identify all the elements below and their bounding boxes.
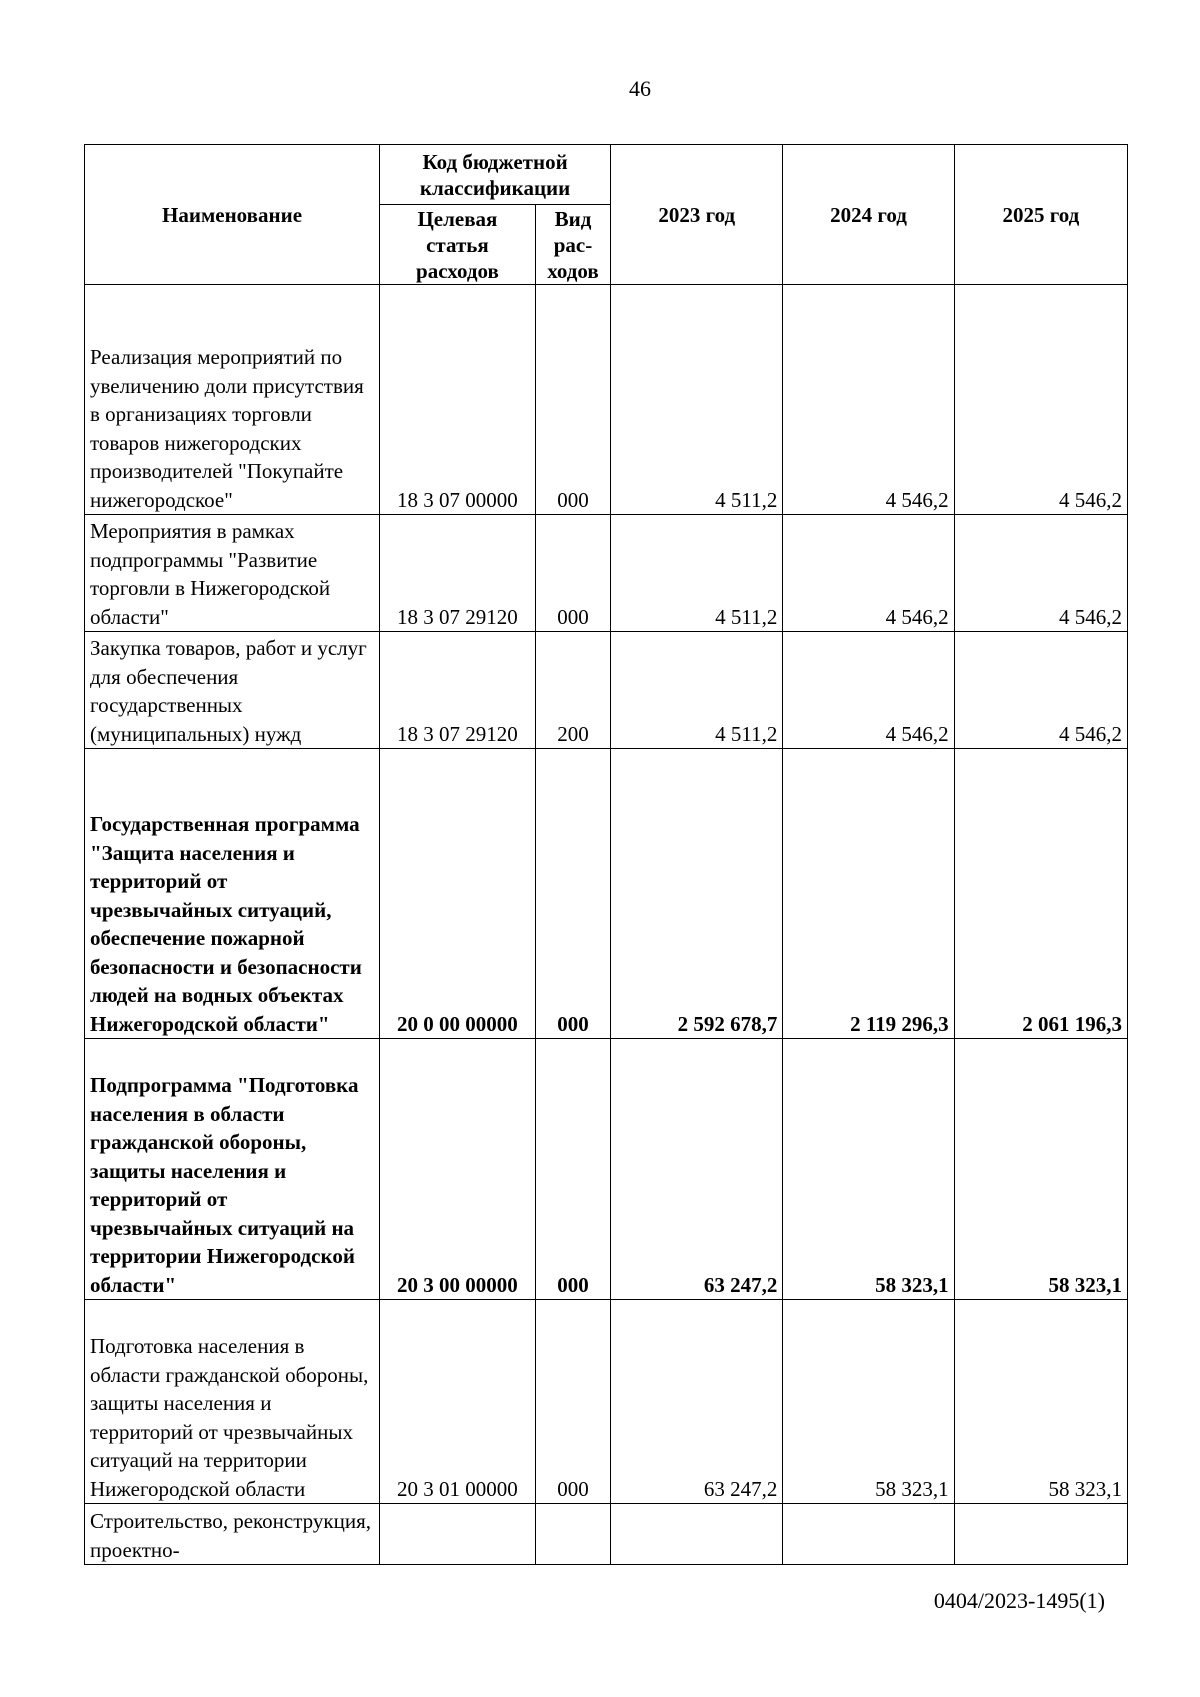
row-value-2025: 4 546,2 <box>954 285 1127 515</box>
row-value-2024: 58 323,1 <box>783 1300 954 1504</box>
row-value-2023: 4 511,2 <box>611 515 783 632</box>
row-target-code: 18 3 07 29120 <box>380 515 536 632</box>
row-name: Государственная программа "Защита населения и территорий от чрезвычайных ситуаций, обеспечение пожарной безопасности и безопасности людей на водных объектах Нижегородской области" <box>85 749 380 1039</box>
header-2023: 2023 год <box>611 145 783 285</box>
row-name: Подпрограмма "Подготовка населения в области гражданской обороны, защиты населения и территорий от чрезвычайных ситуаций на территории Нижегородской области" <box>85 1039 380 1300</box>
row-target-code: 20 0 00 00000 <box>380 749 536 1039</box>
row-value-2025: 58 323,1 <box>954 1039 1127 1300</box>
page-number: 46 <box>629 76 651 101</box>
row-value-2025: 4 546,2 <box>954 515 1127 632</box>
row-type-code: 000 <box>535 515 610 632</box>
header-target-article: Целевая статья расходов <box>380 205 536 285</box>
header-2025: 2025 год <box>954 145 1127 285</box>
row-value-2023: 4 511,2 <box>611 632 783 749</box>
row-target-code <box>380 1504 536 1565</box>
row-target-code: 20 3 00 00000 <box>380 1039 536 1300</box>
row-name: Строительство, реконструкция, проектно- <box>85 1504 380 1565</box>
document-id: 0404/2023-1495(1) <box>933 1588 1105 1613</box>
row-value-2024: 4 546,2 <box>783 285 954 515</box>
row-name: Мероприятия в рамках подпрограммы "Развитие торговли в Нижегородской области" <box>85 515 380 632</box>
table-row <box>85 1300 1128 1504</box>
table-row <box>85 1504 1128 1565</box>
row-value-2023 <box>611 1504 783 1565</box>
row-target-code: 18 3 07 00000 <box>380 285 536 515</box>
header-name: Наименование <box>85 145 380 285</box>
row-value-2024: 2 119 296,3 <box>783 749 954 1039</box>
row-value-2025: 58 323,1 <box>954 1300 1127 1504</box>
row-value-2025: 2 061 196,3 <box>954 749 1127 1039</box>
row-type-code: 000 <box>535 1300 610 1504</box>
row-value-2024: 4 546,2 <box>783 632 954 749</box>
row-target-code: 18 3 07 29120 <box>380 632 536 749</box>
table-row <box>85 1039 1128 1300</box>
row-value-2023: 63 247,2 <box>611 1039 783 1300</box>
header-code-group: Код бюджетной классификации <box>380 145 611 205</box>
row-name: Закупка товаров, работ и услуг для обеспечения государственных (муниципальных) нужд <box>85 632 380 749</box>
row-value-2025 <box>954 1504 1127 1565</box>
row-type-code <box>535 1504 610 1565</box>
row-target-code: 20 3 01 00000 <box>380 1300 536 1504</box>
table-row <box>85 749 1128 1039</box>
row-value-2023: 4 511,2 <box>611 285 783 515</box>
row-value-2024: 58 323,1 <box>783 1039 954 1300</box>
row-type-code: 000 <box>535 749 610 1039</box>
table-row <box>85 632 1128 749</box>
header-2024: 2024 год <box>783 145 954 285</box>
table-row <box>85 515 1128 632</box>
table-row <box>85 285 1128 515</box>
header-expense-type: Вид рас-ходов <box>535 205 610 285</box>
row-value-2024: 4 546,2 <box>783 515 954 632</box>
row-type-code: 200 <box>535 632 610 749</box>
row-value-2025: 4 546,2 <box>954 632 1127 749</box>
row-value-2023: 63 247,2 <box>611 1300 783 1504</box>
row-type-code: 000 <box>535 1039 610 1300</box>
row-name: Реализация мероприятий по увеличению доли присутствия в организациях торговли товаров нижегородских производителей "Покупайте нижегородское" <box>85 285 380 515</box>
row-name: Подготовка населения в области гражданской обороны, защиты населения и территорий от чрезвычайных ситуаций на территории Нижегородской области <box>85 1300 380 1504</box>
row-type-code: 000 <box>535 285 610 515</box>
row-value-2023: 2 592 678,7 <box>611 749 783 1039</box>
budget-table <box>84 144 1128 1565</box>
row-value-2024 <box>783 1504 954 1565</box>
